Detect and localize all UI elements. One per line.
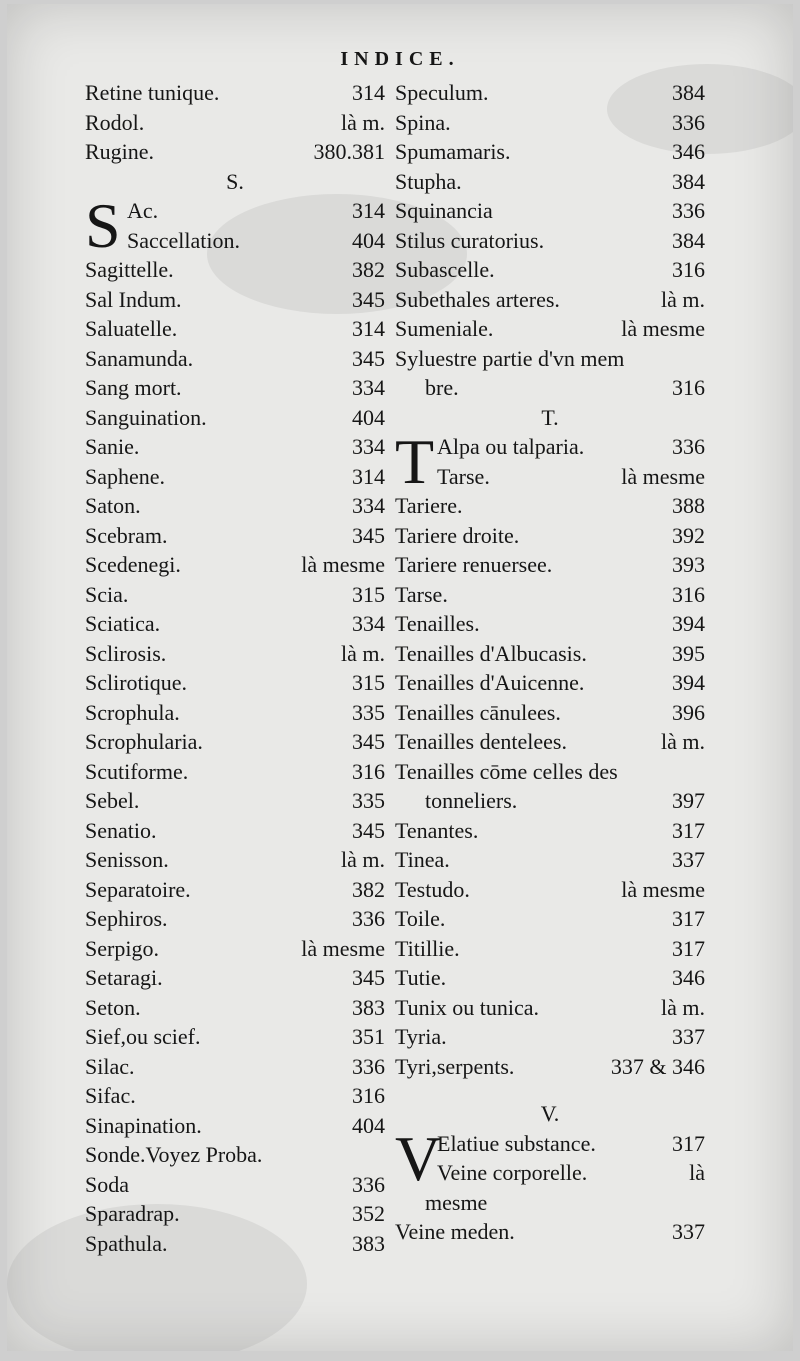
index-term: Tariere renuersee.	[395, 552, 553, 577]
page-reference: 334	[352, 375, 385, 400]
page-reference: 394	[672, 670, 705, 695]
index-entry	[395, 700, 705, 730]
index-term: Stilus curatorius.	[395, 227, 545, 253]
index-entry	[85, 936, 385, 966]
page-reference: 392	[672, 522, 705, 548]
page-reference: 314	[352, 463, 385, 489]
index-entry	[85, 1231, 385, 1261]
page-reference: 383	[352, 994, 385, 1020]
page-reference: 337	[672, 847, 705, 872]
index-term: Elatiue substance.	[437, 1130, 596, 1156]
index-term: Retine tunique.	[85, 80, 220, 105]
page-reference: 395	[672, 640, 705, 666]
page-reference: 334	[352, 493, 385, 518]
index-term: Sang mort.	[85, 375, 182, 400]
index-entry	[85, 110, 385, 140]
index-term: Sparadrap.	[85, 1201, 180, 1226]
index-term: Tunix ou tunica.	[395, 994, 540, 1020]
index-term: Tarse.	[437, 463, 490, 489]
index-entry	[437, 1131, 705, 1161]
index-entry	[85, 788, 385, 818]
index-entry	[395, 877, 705, 907]
index-term: Sclirosis.	[85, 640, 167, 666]
index-term: Sumeniale.	[395, 316, 494, 341]
index-page	[7, 4, 793, 1351]
index-term: Tariere droite.	[395, 522, 520, 548]
index-term: Sifac.	[85, 1083, 136, 1108]
index-term: Subethales arteres.	[395, 286, 560, 312]
index-entry	[85, 700, 385, 730]
page-reference: 317	[672, 1130, 705, 1156]
drop-cap-block	[395, 1122, 705, 1194]
page-reference: 380.381	[313, 139, 385, 164]
index-entry	[395, 995, 705, 1025]
index-term: Saphene.	[85, 463, 166, 489]
page-reference: 382	[352, 876, 385, 902]
page-reference: 345	[352, 345, 385, 371]
page-reference: 345	[352, 965, 385, 990]
index-term: Scrophula.	[85, 699, 180, 725]
page-reference: 336	[352, 1171, 385, 1197]
index-entry	[395, 493, 705, 523]
index-term: Sanie.	[85, 434, 140, 459]
page-reference: 314	[352, 198, 385, 223]
index-term: Tenailles cōme celles des	[395, 758, 618, 784]
index-entry	[395, 198, 705, 228]
page-reference: 388	[672, 493, 705, 518]
page-reference: 337 & 346	[610, 1053, 705, 1079]
index-entry	[85, 80, 385, 110]
page-reference: 393	[672, 552, 705, 577]
index-term: Tyria.	[395, 1024, 447, 1049]
section-heading	[85, 169, 385, 199]
drop-cap-letter: V	[395, 1122, 442, 1194]
index-entry	[395, 611, 705, 641]
page-reference: là m.	[661, 286, 705, 312]
index-entry	[395, 316, 705, 346]
index-entry	[395, 80, 705, 110]
index-entry-continuation	[395, 1190, 705, 1220]
index-term: Serpigo.	[85, 935, 159, 961]
index-term: Tenailles d'Albucasis.	[395, 640, 587, 666]
index-entry	[85, 464, 385, 494]
page-reference: 397	[672, 788, 705, 813]
index-term: Sephiros.	[85, 906, 168, 931]
page-reference: 394	[672, 611, 705, 636]
page-reference: 336	[352, 1053, 385, 1079]
index-term: Squinancia	[395, 198, 493, 223]
index-term: Senatio.	[85, 817, 157, 843]
index-term: Tyri,serpents.	[395, 1053, 515, 1079]
page-reference: 337	[672, 1024, 705, 1049]
index-term: Tenantes.	[395, 817, 479, 843]
index-entry	[85, 729, 385, 759]
page-reference: 351	[352, 1024, 385, 1049]
index-term: tonneliers.	[425, 788, 518, 813]
drop-cap-letter: T	[395, 426, 435, 497]
index-entry	[395, 582, 705, 612]
index-term: Speculum.	[395, 80, 489, 105]
index-term: bre.	[425, 375, 459, 400]
index-term: Subascelle.	[395, 257, 495, 282]
section-spacer	[395, 1083, 705, 1101]
index-term: Silac.	[85, 1053, 135, 1079]
index-term: Sanguination.	[85, 404, 207, 430]
index-entry	[395, 257, 705, 287]
index-term: Scutiforme.	[85, 758, 189, 784]
section-heading	[395, 405, 705, 435]
index-entry	[395, 1219, 705, 1249]
index-term: Seton.	[85, 994, 141, 1020]
page-reference: 384	[672, 168, 705, 194]
page-reference: 335	[352, 788, 385, 813]
page-reference: 404	[352, 404, 385, 430]
page-reference: 317	[672, 906, 705, 931]
page-reference: 337	[672, 1219, 705, 1244]
page-reference: là m.	[341, 109, 385, 135]
index-entry	[85, 847, 385, 877]
page-reference: 396	[672, 699, 705, 725]
index-entry	[395, 110, 705, 140]
running-head: INDICE.	[340, 48, 460, 70]
index-term: Spina.	[395, 109, 451, 135]
index-term: Tenailles cānulees.	[395, 699, 561, 725]
index-term: Sebel.	[85, 788, 140, 813]
page-reference: là m.	[661, 994, 705, 1020]
index-entry	[395, 552, 705, 582]
page-reference: 316	[672, 257, 705, 282]
page-reference: 334	[352, 434, 385, 459]
index-term: Syluestre partie d'vn mem	[395, 345, 625, 371]
index-term: Saluatelle.	[85, 316, 178, 341]
index-entry	[395, 818, 705, 848]
index-term: Saccellation.	[127, 227, 241, 253]
index-entry	[395, 346, 705, 376]
index-entry	[85, 818, 385, 848]
index-entry	[85, 346, 385, 376]
index-term: Tenailles.	[395, 611, 480, 636]
index-term: Sief,ou scief.	[85, 1024, 201, 1049]
page-reference: là mesme	[301, 935, 385, 961]
index-entry	[85, 287, 385, 317]
index-entry	[395, 1024, 705, 1054]
section-heading	[395, 1101, 705, 1131]
index-entry	[85, 316, 385, 346]
page-reference: là m.	[341, 640, 385, 666]
index-entry	[85, 1083, 385, 1113]
index-term: mesme	[425, 1189, 488, 1215]
index-entry	[85, 523, 385, 553]
index-entry	[85, 1113, 385, 1143]
index-term: Spumamaris.	[395, 139, 511, 164]
index-term: Stupha.	[395, 168, 462, 194]
index-entry	[395, 729, 705, 759]
index-entry	[85, 611, 385, 641]
page-reference: là	[689, 1160, 705, 1185]
index-term: Tenailles dentelees.	[395, 729, 567, 754]
page-reference: 335	[352, 699, 385, 725]
index-term: Sonde.Voyez Proba.	[85, 1142, 263, 1167]
index-term: Sinapination.	[85, 1112, 202, 1138]
page-reference: 384	[672, 227, 705, 253]
page-reference: 346	[672, 139, 705, 164]
index-entry	[85, 759, 385, 789]
page-reference: 316	[352, 1083, 385, 1108]
index-term: Alpa ou talparia.	[437, 434, 585, 459]
page-reference: 336	[672, 434, 705, 459]
index-term: Tenailles d'Auicenne.	[395, 670, 585, 695]
index-term: Testudo.	[395, 876, 470, 902]
index-term: Sanamunda.	[85, 345, 194, 371]
index-entry	[85, 965, 385, 995]
page-reference: 346	[672, 965, 705, 990]
drop-cap-block	[85, 190, 385, 261]
index-entry	[437, 1160, 705, 1190]
index-term: Rugine.	[85, 139, 155, 164]
index-term: Veine meden.	[395, 1219, 515, 1244]
index-term: Scedenegi.	[85, 552, 181, 577]
index-entry	[85, 257, 385, 287]
page-reference: là mesme	[621, 316, 705, 341]
page-reference: 404	[352, 227, 385, 253]
index-entry	[85, 552, 385, 582]
index-entry	[85, 405, 385, 435]
index-term: Titillie.	[395, 935, 460, 961]
page-reference: 336	[672, 109, 705, 135]
index-term: Scebram.	[85, 522, 168, 548]
index-entry	[127, 228, 385, 258]
index-entry	[85, 434, 385, 464]
page-reference: 334	[352, 611, 385, 636]
page-reference: 317	[672, 935, 705, 961]
page-reference: 316	[352, 758, 385, 784]
index-entry	[127, 198, 385, 228]
page-reference: 345	[352, 286, 385, 312]
index-term: Veine corporelle.	[437, 1160, 588, 1185]
index-term: Spathula.	[85, 1230, 168, 1256]
index-entry	[85, 670, 385, 700]
page-reference: 314	[352, 316, 385, 341]
index-term: Tarse.	[395, 581, 448, 607]
index-term: Saton.	[85, 493, 141, 518]
drop-cap-letter: S	[85, 190, 121, 261]
index-term: Toile.	[395, 906, 446, 931]
index-entry	[437, 464, 705, 494]
index-entry	[85, 1201, 385, 1231]
index-entry	[85, 582, 385, 612]
page-reference: 383	[352, 1230, 385, 1256]
index-entry	[85, 1142, 385, 1172]
index-term: Sal Indum.	[85, 286, 182, 312]
index-entry-continuation	[395, 375, 705, 405]
page-reference: 384	[672, 80, 705, 105]
page-reference: 315	[352, 670, 385, 695]
index-entry	[395, 228, 705, 258]
index-entry	[85, 1172, 385, 1202]
index-entry	[85, 493, 385, 523]
index-entry	[437, 434, 705, 464]
index-entry	[85, 375, 385, 405]
index-entry	[395, 936, 705, 966]
index-term: Senisson.	[85, 847, 169, 872]
index-term: Rodol.	[85, 109, 145, 135]
index-entry	[395, 906, 705, 936]
index-entry	[85, 139, 385, 169]
drop-cap-block	[395, 426, 705, 497]
index-entry	[85, 906, 385, 936]
index-term: Tariere.	[395, 493, 463, 518]
page-reference: là mesme	[621, 463, 705, 489]
page-reference: là m.	[661, 729, 705, 754]
page-reference: 336	[672, 198, 705, 223]
section-heading-letter: S.	[226, 168, 244, 194]
page-reference: 345	[352, 729, 385, 754]
page-reference: 404	[352, 1112, 385, 1138]
index-entry	[395, 287, 705, 317]
index-term: Tinea.	[395, 847, 450, 872]
page-reference: là mesme	[301, 552, 385, 577]
index-term: Sciatica.	[85, 611, 161, 636]
index-entry	[85, 877, 385, 907]
index-term: Sclirotique.	[85, 670, 188, 695]
page-reference: là m.	[341, 847, 385, 872]
page-reference: 315	[352, 581, 385, 607]
index-term: Setaragi.	[85, 965, 163, 990]
index-term: Sagittelle.	[85, 257, 174, 282]
index-term: Scrophularia.	[85, 729, 203, 754]
index-entry	[395, 847, 705, 877]
index-term: Scia.	[85, 581, 129, 607]
page-reference: 352	[352, 1201, 385, 1226]
section-heading-letter: V.	[540, 1101, 560, 1126]
page-reference: 345	[352, 817, 385, 843]
index-term: Tutie.	[395, 965, 447, 990]
index-term: Ac.	[127, 198, 159, 223]
index-entry-continuation	[395, 788, 705, 818]
index-entry	[395, 965, 705, 995]
index-entry	[395, 169, 705, 199]
index-entry	[395, 139, 705, 169]
index-term: Separatoire.	[85, 876, 191, 902]
index-entry	[395, 1054, 705, 1084]
page-reference: 382	[352, 257, 385, 282]
index-entry	[85, 641, 385, 671]
left-index-column	[85, 80, 385, 1260]
index-entry	[395, 641, 705, 671]
right-index-column	[395, 80, 705, 1249]
page-reference: là mesme	[621, 876, 705, 902]
index-entry	[85, 1054, 385, 1084]
index-entry	[85, 1024, 385, 1054]
page-reference: 314	[352, 80, 385, 105]
index-entry	[85, 995, 385, 1025]
page-reference: 345	[352, 522, 385, 548]
index-entry	[395, 523, 705, 553]
index-term: Soda	[85, 1171, 129, 1197]
page-reference: 317	[672, 817, 705, 843]
page-reference: 316	[672, 581, 705, 607]
page-reference: 316	[672, 375, 705, 400]
index-entry	[395, 759, 705, 789]
page-reference: 336	[352, 906, 385, 931]
section-heading-letter: T.	[541, 404, 559, 430]
index-entry	[395, 670, 705, 700]
